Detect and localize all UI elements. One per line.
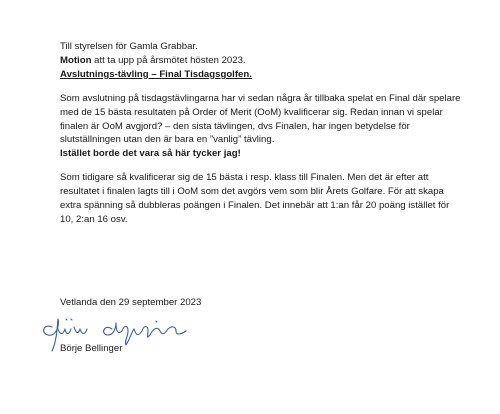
signer-name: Börje Bellinger [60,343,123,354]
place-date: Vetlanda den 29 september 2023 [60,297,202,308]
motion-label: Motion [60,54,92,66]
paragraph-2-line: extra spänning så dubbleras poängen i Finalen. Det innebär att 1:an får 20 poäng istället för [60,200,450,212]
motion-line [60,54,480,68]
paragraph-2-line: resultatet i finalen lagts till i OoM som det avgörs vem som blir Årets Golfare. För att skapa [60,186,444,198]
paragraph-1-line: slutställningen utan den är bara en ”vanlig” tävling. [60,134,275,146]
greeting: Till styrelsen för Gamla Grabbar. [60,41,198,52]
motion-text: att ta upp på årsmötet hösten 2023. [91,54,246,66]
paragraph-1-line: Som avslutning på tisdagstävlingarna har vi sedan några år tillbaka spelat en Final där spelare [60,92,461,104]
paragraph-2-line: Som tidigare så kvalificerar sig de 15 bästa i resp. klass till Finalen. Men det är efter att [60,172,429,184]
paragraph-1 [60,92,480,148]
letter-body [60,40,480,227]
handwritten-signature [30,305,220,355]
paragraph-2 [60,171,480,227]
subheading: Istället borde det vara så här tycker jag! [60,148,241,160]
paragraph-1-line: finalen är OoM avgjord? – den sista tävlingen, dvs Finalen, har ingen betydelse för [60,120,410,132]
paragraph-1-line: med de 15 bästa resultaten på Order of Merit (OoM) kvalificerar sig. Redan innan vi spelar [60,106,443,118]
letter-heading: Avslutnings-tävling – Final Tisdagsgolfen. [60,68,252,80]
paragraph-2-line: 10, 2:an 16 osv. [60,213,128,225]
